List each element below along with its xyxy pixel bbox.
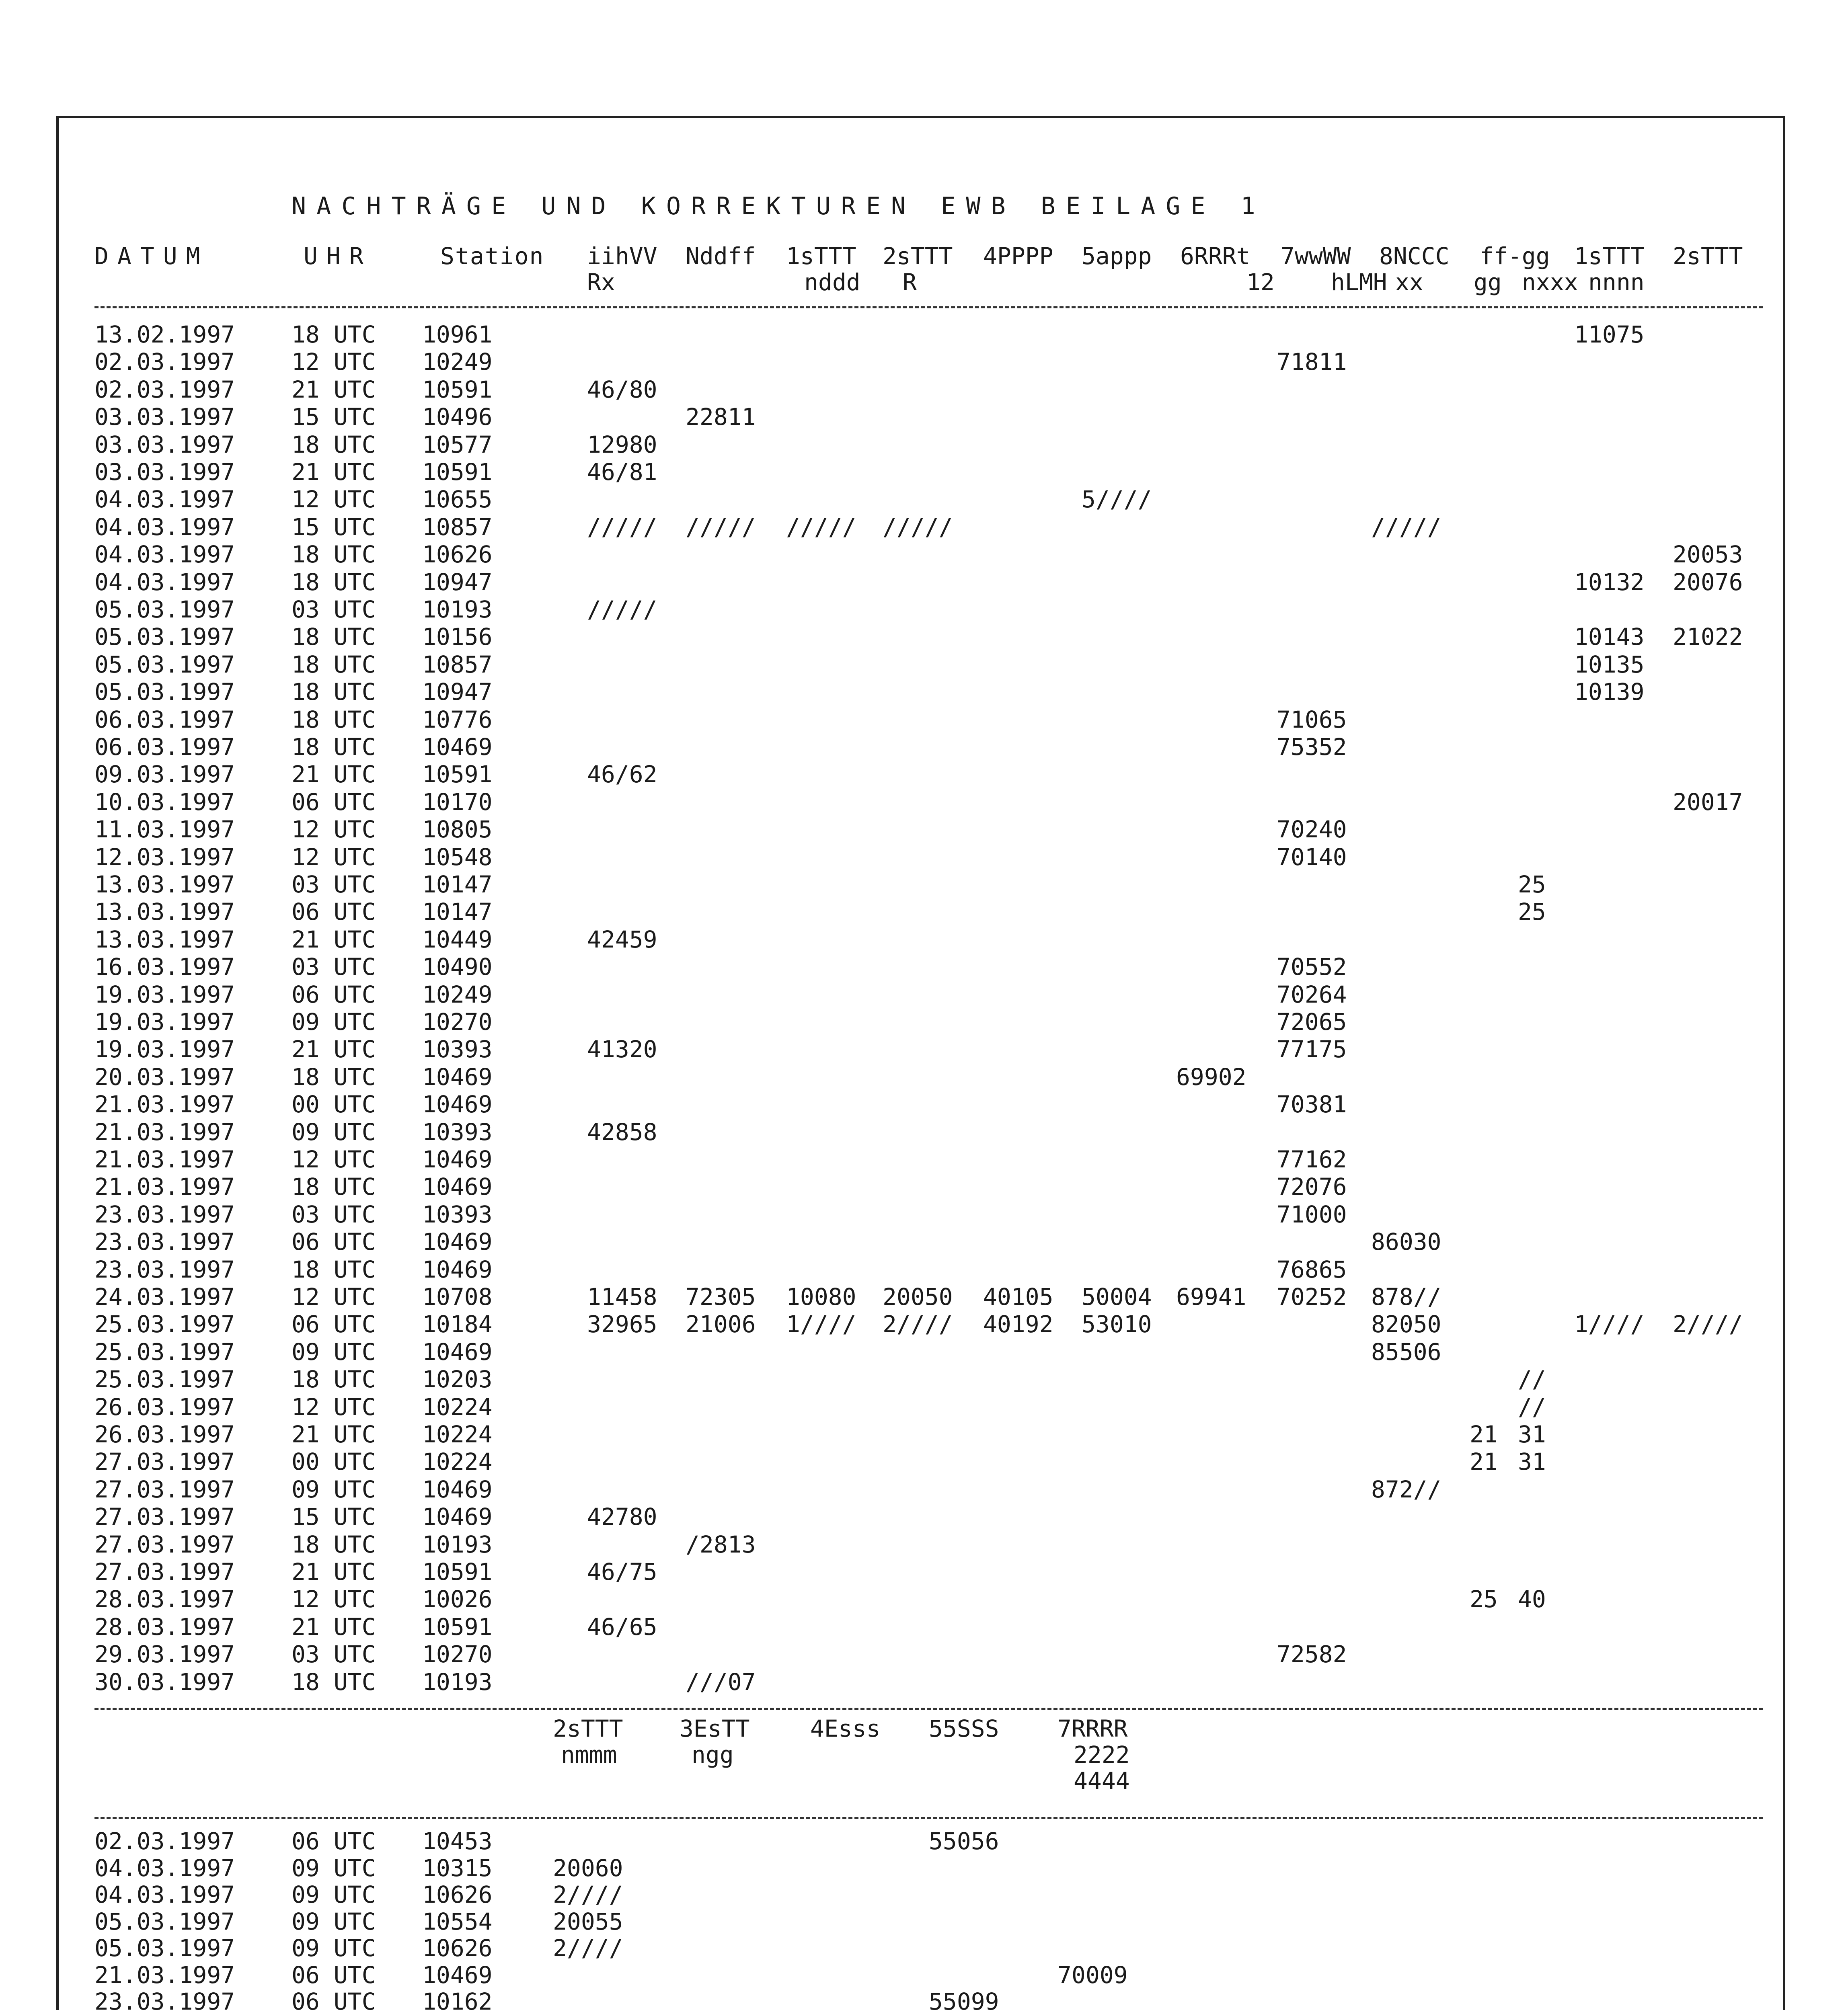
date-cell: 23.03.1997 [94, 1988, 235, 2010]
date-cell: 05.03.1997 [94, 1908, 235, 1935]
station-cell: 10224 [422, 1393, 493, 1421]
station-cell: 10554 [422, 1908, 493, 1935]
date-cell: 05.03.1997 [94, 623, 235, 650]
date-cell: 21.03.1997 [94, 1118, 235, 1146]
date-cell: 28.03.1997 [94, 1585, 235, 1613]
time-cell: 12 UTC [292, 843, 376, 871]
time-cell: 06 UTC [292, 1988, 376, 2010]
station-cell: 10961 [422, 321, 493, 348]
station-cell: 10857 [422, 651, 493, 678]
column-subheader: ngg [692, 1741, 734, 1768]
station-cell: 10193 [422, 1531, 493, 1558]
value-cell: 32965 [587, 1311, 657, 1338]
column-header: Nddff [686, 242, 756, 270]
value-cell: 25 [1518, 871, 1546, 898]
station-cell: 10224 [422, 1448, 493, 1475]
column-subheader: 2222 [1074, 1741, 1130, 1768]
time-cell: 18 UTC [292, 678, 376, 706]
date-cell: 27.03.1997 [94, 1558, 235, 1585]
column-subheader: nmmm [561, 1741, 617, 1768]
date-cell: 27.03.1997 [94, 1503, 235, 1530]
column-header: DATUM [94, 242, 209, 270]
date-cell: 13.02.1997 [94, 321, 235, 348]
value-cell: 75352 [1277, 733, 1347, 761]
value-cell: 46/62 [587, 761, 657, 788]
date-cell: 04.03.1997 [94, 1881, 235, 1908]
value-cell: 21022 [1673, 623, 1743, 650]
time-cell: 00 UTC [292, 1091, 376, 1118]
value-cell: 86030 [1371, 1228, 1441, 1255]
column-subheader: nxxx [1522, 269, 1578, 296]
value-cell: 25 [1518, 898, 1546, 925]
time-cell: 15 UTC [292, 513, 376, 541]
station-cell: 10469 [422, 1091, 493, 1118]
column-header: 8NCCC [1379, 242, 1450, 270]
value-cell: 20053 [1673, 541, 1743, 568]
value-cell: 22811 [686, 403, 756, 431]
value-cell: // [1518, 1366, 1546, 1393]
column-subheader: R [903, 269, 917, 296]
value-cell: 46/65 [587, 1613, 657, 1641]
value-cell: 70009 [1057, 1961, 1128, 1989]
value-cell: 20060 [553, 1854, 623, 1882]
station-cell: 10270 [422, 1641, 493, 1668]
station-cell: 10857 [422, 513, 493, 541]
time-cell: 18 UTC [292, 1173, 376, 1200]
station-cell: 10449 [422, 926, 493, 953]
time-cell: 09 UTC [292, 1476, 376, 1503]
station-cell: 10453 [422, 1827, 493, 1855]
station-cell: 10591 [422, 458, 493, 486]
value-cell: 70240 [1277, 816, 1347, 843]
time-cell: 03 UTC [292, 953, 376, 980]
time-cell: 06 UTC [292, 981, 376, 1008]
value-cell: /2813 [686, 1531, 756, 1558]
date-cell: 29.03.1997 [94, 1641, 235, 1668]
station-cell: 10469 [422, 1476, 493, 1503]
value-cell: 2//// [553, 1934, 623, 1962]
date-cell: 12.03.1997 [94, 843, 235, 871]
value-cell: 10139 [1574, 678, 1645, 706]
station-cell: 10708 [422, 1283, 493, 1311]
station-cell: 10776 [422, 706, 493, 733]
value-cell: 20017 [1673, 788, 1743, 816]
station-cell: 10224 [422, 1421, 493, 1448]
value-cell: ///// [686, 513, 756, 541]
time-cell: 21 UTC [292, 1036, 376, 1063]
station-cell: 10170 [422, 788, 493, 816]
value-cell: 55099 [929, 1988, 999, 2010]
time-cell: 21 UTC [292, 1558, 376, 1585]
divider [94, 1817, 1763, 1819]
station-cell: 10393 [422, 1118, 493, 1146]
value-cell: ///// [587, 596, 657, 623]
station-cell: 10469 [422, 1256, 493, 1283]
station-cell: 10469 [422, 1173, 493, 1200]
date-cell: 28.03.1997 [94, 1613, 235, 1641]
value-cell: 72076 [1277, 1173, 1347, 1200]
time-cell: 06 UTC [292, 788, 376, 816]
station-cell: 10469 [422, 1146, 493, 1173]
time-cell: 06 UTC [292, 1961, 376, 1989]
station-cell: 10249 [422, 348, 493, 375]
time-cell: 18 UTC [292, 431, 376, 458]
column-header: ff-gg [1480, 242, 1550, 270]
station-cell: 10162 [422, 1988, 493, 2010]
time-cell: 18 UTC [292, 568, 376, 596]
time-cell: 00 UTC [292, 1448, 376, 1475]
divider [94, 1708, 1763, 1710]
date-cell: 20.03.1997 [94, 1063, 235, 1091]
station-cell: 10947 [422, 678, 493, 706]
value-cell: 46/75 [587, 1558, 657, 1585]
station-cell: 10626 [422, 1881, 493, 1908]
station-cell: 10591 [422, 761, 493, 788]
value-cell: 82050 [1371, 1311, 1441, 1338]
date-cell: 03.03.1997 [94, 403, 235, 431]
date-cell: 21.03.1997 [94, 1091, 235, 1118]
time-cell: 12 UTC [292, 486, 376, 513]
time-cell: 12 UTC [292, 816, 376, 843]
value-cell: 55056 [929, 1827, 999, 1855]
date-cell: 19.03.1997 [94, 1008, 235, 1036]
date-cell: 09.03.1997 [94, 761, 235, 788]
value-cell: ///// [883, 513, 953, 541]
time-cell: 21 UTC [292, 1421, 376, 1448]
time-cell: 15 UTC [292, 1503, 376, 1530]
time-cell: 09 UTC [292, 1934, 376, 1962]
value-cell: 42858 [587, 1118, 657, 1146]
value-cell: 85506 [1371, 1338, 1441, 1366]
value-cell: 10143 [1574, 623, 1645, 650]
date-cell: 13.03.1997 [94, 871, 235, 898]
column-header: 5appp [1082, 242, 1152, 270]
date-cell: 02.03.1997 [94, 348, 235, 375]
station-cell: 10626 [422, 1934, 493, 1962]
date-cell: 06.03.1997 [94, 733, 235, 761]
time-cell: 21 UTC [292, 1613, 376, 1641]
value-cell: 25 [1470, 1585, 1498, 1613]
value-cell: 40 [1518, 1585, 1546, 1613]
column-header: 4Esss [810, 1715, 881, 1742]
station-cell: 10203 [422, 1366, 493, 1393]
time-cell: 18 UTC [292, 733, 376, 761]
station-cell: 10147 [422, 898, 493, 925]
time-cell: 09 UTC [292, 1854, 376, 1882]
value-cell: ///// [587, 513, 657, 541]
time-cell: 21 UTC [292, 761, 376, 788]
column-header: 2sTTT [1673, 242, 1743, 270]
station-cell: 10655 [422, 486, 493, 513]
date-cell: 13.03.1997 [94, 926, 235, 953]
station-cell: 10469 [422, 1338, 493, 1366]
date-cell: 24.03.1997 [94, 1283, 235, 1311]
page-title: NACHTRÄGE UND KORREKTUREN EWB BEILAGE 1 [292, 192, 1266, 220]
time-cell: 12 UTC [292, 1585, 376, 1613]
value-cell: 71811 [1277, 348, 1347, 375]
station-cell: 10469 [422, 1961, 493, 1989]
value-cell: 872// [1371, 1476, 1441, 1503]
time-cell: 03 UTC [292, 1641, 376, 1668]
date-cell: 02.03.1997 [94, 1827, 235, 1855]
date-cell: 04.03.1997 [94, 541, 235, 568]
date-cell: 04.03.1997 [94, 513, 235, 541]
value-cell: 21 [1470, 1448, 1498, 1475]
value-cell: 12980 [587, 431, 657, 458]
date-cell: 11.03.1997 [94, 816, 235, 843]
station-cell: 10184 [422, 1311, 493, 1338]
date-cell: 25.03.1997 [94, 1366, 235, 1393]
value-cell: 70140 [1277, 843, 1347, 871]
column-header: 2sTTT [883, 242, 953, 270]
time-cell: 18 UTC [292, 1063, 376, 1091]
date-cell: 03.03.1997 [94, 458, 235, 486]
date-cell: 26.03.1997 [94, 1421, 235, 1448]
value-cell: 31 [1518, 1448, 1546, 1475]
date-cell: 16.03.1997 [94, 953, 235, 980]
date-cell: 23.03.1997 [94, 1228, 235, 1255]
value-cell: 72065 [1277, 1008, 1347, 1036]
value-cell: 46/80 [587, 376, 657, 403]
station-cell: 10026 [422, 1585, 493, 1613]
value-cell: 46/81 [587, 458, 657, 486]
time-cell: 06 UTC [292, 898, 376, 925]
date-cell: 13.03.1997 [94, 898, 235, 925]
station-cell: 10156 [422, 623, 493, 650]
date-cell: 03.03.1997 [94, 431, 235, 458]
date-cell: 05.03.1997 [94, 651, 235, 678]
column-header: UHR [304, 242, 372, 270]
date-cell: 26.03.1997 [94, 1393, 235, 1421]
column-header: iihVV [587, 242, 657, 270]
date-cell: 06.03.1997 [94, 706, 235, 733]
time-cell: 18 UTC [292, 706, 376, 733]
time-cell: 03 UTC [292, 596, 376, 623]
value-cell: 878// [1371, 1283, 1441, 1311]
date-cell: 04.03.1997 [94, 486, 235, 513]
date-cell: 19.03.1997 [94, 981, 235, 1008]
value-cell: 70381 [1277, 1091, 1347, 1118]
date-cell: 25.03.1997 [94, 1338, 235, 1366]
time-cell: 09 UTC [292, 1908, 376, 1935]
date-cell: 05.03.1997 [94, 678, 235, 706]
value-cell: 69902 [1176, 1063, 1246, 1091]
date-cell: 19.03.1997 [94, 1036, 235, 1063]
time-cell: 21 UTC [292, 458, 376, 486]
time-cell: 18 UTC [292, 541, 376, 568]
station-cell: 10490 [422, 953, 493, 980]
date-cell: 04.03.1997 [94, 568, 235, 596]
date-cell: 05.03.1997 [94, 596, 235, 623]
value-cell: 10132 [1574, 568, 1645, 596]
column-subheader: gg [1474, 269, 1502, 296]
value-cell: 76865 [1277, 1256, 1347, 1283]
value-cell: 2//// [553, 1881, 623, 1908]
value-cell: 20076 [1673, 568, 1743, 596]
date-cell: 30.03.1997 [94, 1668, 235, 1696]
value-cell: 71000 [1277, 1201, 1347, 1228]
station-cell: 10591 [422, 1613, 493, 1641]
value-cell: 42780 [587, 1503, 657, 1530]
station-cell: 10626 [422, 541, 493, 568]
value-cell: 5//// [1082, 486, 1152, 513]
value-cell: 21006 [686, 1311, 756, 1338]
value-cell: 77175 [1277, 1036, 1347, 1063]
value-cell: 70252 [1277, 1283, 1347, 1311]
value-cell: 40105 [983, 1283, 1053, 1311]
value-cell: 2//// [883, 1311, 953, 1338]
date-cell: 04.03.1997 [94, 1854, 235, 1882]
value-cell: ///07 [686, 1668, 756, 1696]
station-cell: 10469 [422, 1063, 493, 1091]
value-cell: 21 [1470, 1421, 1498, 1448]
column-subheader: nddd [804, 269, 860, 296]
date-cell: 05.03.1997 [94, 1934, 235, 1962]
value-cell: 10080 [786, 1283, 856, 1311]
value-cell: ///// [1371, 513, 1441, 541]
column-subheader: nnnn [1588, 269, 1645, 296]
value-cell: 72582 [1277, 1641, 1347, 1668]
station-cell: 10193 [422, 596, 493, 623]
column-header: 1sTTT [1574, 242, 1645, 270]
date-cell: 21.03.1997 [94, 1961, 235, 1989]
column-header: 7RRRR [1057, 1715, 1128, 1742]
time-cell: 06 UTC [292, 1827, 376, 1855]
time-cell: 18 UTC [292, 623, 376, 650]
column-subheader: 12 [1246, 269, 1275, 296]
time-cell: 18 UTC [292, 1531, 376, 1558]
date-cell: 02.03.1997 [94, 376, 235, 403]
column-subheader: 4444 [1074, 1767, 1130, 1795]
value-cell: 53010 [1082, 1311, 1152, 1338]
time-cell: 18 UTC [292, 321, 376, 348]
time-cell: 06 UTC [292, 1311, 376, 1338]
time-cell: 03 UTC [292, 1201, 376, 1228]
station-cell: 10469 [422, 1228, 493, 1255]
time-cell: 06 UTC [292, 1228, 376, 1255]
value-cell: 1//// [786, 1311, 856, 1338]
time-cell: 12 UTC [292, 1283, 376, 1311]
column-header: 4PPPP [983, 242, 1053, 270]
station-cell: 10315 [422, 1854, 493, 1882]
station-cell: 10393 [422, 1036, 493, 1063]
station-cell: 10469 [422, 1503, 493, 1530]
time-cell: 18 UTC [292, 1366, 376, 1393]
value-cell: 31 [1518, 1421, 1546, 1448]
value-cell: 11458 [587, 1283, 657, 1311]
column-subheader: Rx [587, 269, 615, 296]
value-cell: 20050 [883, 1283, 953, 1311]
column-header: 3EsTT [680, 1715, 750, 1742]
station-cell: 10270 [422, 1008, 493, 1036]
value-cell: 42459 [587, 926, 657, 953]
date-cell: 21.03.1997 [94, 1146, 235, 1173]
time-cell: 15 UTC [292, 403, 376, 431]
date-cell: 23.03.1997 [94, 1256, 235, 1283]
value-cell: 2//// [1673, 1311, 1743, 1338]
column-header: 1sTTT [786, 242, 856, 270]
station-cell: 10393 [422, 1201, 493, 1228]
station-cell: 10577 [422, 431, 493, 458]
time-cell: 09 UTC [292, 1881, 376, 1908]
value-cell: 11075 [1574, 321, 1645, 348]
time-cell: 18 UTC [292, 651, 376, 678]
date-cell: 10.03.1997 [94, 788, 235, 816]
station-cell: 10805 [422, 816, 493, 843]
column-header: 7wwWW [1281, 242, 1351, 270]
value-cell: 70264 [1277, 981, 1347, 1008]
station-cell: 10947 [422, 568, 493, 596]
time-cell: 12 UTC [292, 1146, 376, 1173]
value-cell: 50004 [1082, 1283, 1152, 1311]
column-header: 6RRRt [1180, 242, 1250, 270]
date-cell: 27.03.1997 [94, 1531, 235, 1558]
value-cell: 41320 [587, 1036, 657, 1063]
station-cell: 10469 [422, 733, 493, 761]
station-cell: 10591 [422, 1558, 493, 1585]
time-cell: 12 UTC [292, 348, 376, 375]
time-cell: 09 UTC [292, 1338, 376, 1366]
value-cell: 69941 [1176, 1283, 1246, 1311]
value-cell: 70552 [1277, 953, 1347, 980]
value-cell: 77162 [1277, 1146, 1347, 1173]
station-cell: 10147 [422, 871, 493, 898]
station-cell: 10591 [422, 376, 493, 403]
date-cell: 27.03.1997 [94, 1448, 235, 1475]
station-cell: 10249 [422, 981, 493, 1008]
time-cell: 09 UTC [292, 1118, 376, 1146]
time-cell: 21 UTC [292, 926, 376, 953]
station-cell: 10193 [422, 1668, 493, 1696]
column-header: 2sTTT [553, 1715, 623, 1742]
value-cell: 72305 [686, 1283, 756, 1311]
time-cell: 18 UTC [292, 1256, 376, 1283]
value-cell: // [1518, 1393, 1546, 1421]
date-cell: 27.03.1997 [94, 1476, 235, 1503]
divider [94, 306, 1763, 308]
time-cell: 03 UTC [292, 871, 376, 898]
date-cell: 25.03.1997 [94, 1311, 235, 1338]
column-header: Station [440, 242, 544, 270]
value-cell: 40192 [983, 1311, 1053, 1338]
station-cell: 10548 [422, 843, 493, 871]
time-cell: 12 UTC [292, 1393, 376, 1421]
date-cell: 23.03.1997 [94, 1201, 235, 1228]
value-cell: 1//// [1574, 1311, 1645, 1338]
value-cell: ///// [786, 513, 856, 541]
time-cell: 21 UTC [292, 376, 376, 403]
time-cell: 09 UTC [292, 1008, 376, 1036]
time-cell: 18 UTC [292, 1668, 376, 1696]
value-cell: 71065 [1277, 706, 1347, 733]
date-cell: 21.03.1997 [94, 1173, 235, 1200]
column-subheader: hLMH [1331, 269, 1387, 296]
column-header: 55SSS [929, 1715, 999, 1742]
value-cell: 20055 [553, 1908, 623, 1935]
station-cell: 10496 [422, 403, 493, 431]
value-cell: 10135 [1574, 651, 1645, 678]
column-subheader: xx [1395, 269, 1423, 296]
